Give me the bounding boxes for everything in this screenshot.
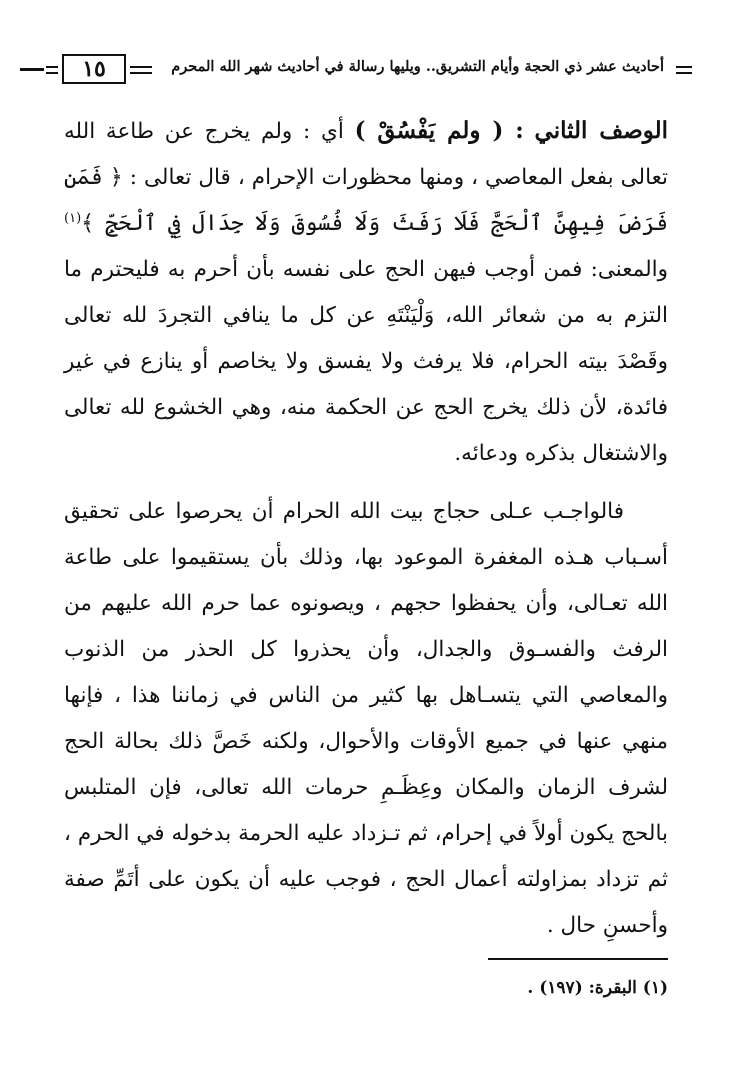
footnote-ref: (١) — [64, 210, 82, 226]
running-title: أحاديث عشر ذي الحجة وأيام التشريق.. ويليها رسالة في أحاديث شهر الله المحرم — [171, 58, 664, 75]
header-ornament-mid — [130, 66, 152, 74]
hadith-phrase: : ( ولم يَفْسُقْ ) — [354, 117, 524, 144]
page-number: ١٥ — [62, 54, 126, 84]
section-lead: الوصف الثاني — [534, 117, 669, 144]
page-header — [20, 50, 692, 90]
header-ornament-left — [46, 66, 58, 74]
paragraph-text: أي : ولم يخرج عن طاعة الله تعالى بفعل المعاصي ، ومنها محظورات الإحرام ، قال تعالى : — [64, 119, 668, 190]
footnote-divider — [488, 958, 668, 960]
header-rule-left — [20, 68, 44, 71]
header-ornament-right — [676, 66, 692, 74]
quran-verse: ﴿ فَمَن فَرَضَ فِيهِنَّ ٱلْحَجَّ فَلَا رَفَثَ وَلَا فُسُوقَ وَلَا جِدَالَ فِي ٱلْحَجِّ ﴾ — [64, 165, 668, 236]
paragraph-1 — [64, 108, 668, 477]
footnote-1: (١) البقرة: (١٩٧) . — [527, 978, 668, 998]
paragraph-text-continued: والمعنى: فمن أوجب فيهن الحج على نفسه بأن أحرم به فليحترم ما التزم به من شعائر الله، وَلْيَنْتَهِ عن كل ما ينافي التجردَ لله تعالى وقَصْدَ بيته الحرام، فلا يرفث ولا يفسق ولا يخاصم أو ينازع في غير فائدة، لأن ذلك يخرج الحج عن الحكمة منه، وهي الخشوع لله تعالى والاشتغال بذكره ودعائه. — [64, 257, 668, 466]
paragraph-2: فالواجـب عـلى حجاج بيت الله الحرام أن يحرصوا على تحقيق أسـباب هـذه المغفرة الموعود بها، وذلك بأن يستقيموا على طاعة الله تعـالى، وأن يحفظوا حجهم ، ويصونوه عما حرم الله عليهم من الرفث والفسـوق والجدال، وأن يحذروا كل الحذر من الذنوب والمعاصي التي يتسـاهل بها كثير من الناس في زماننا هذا ، فإنها منهي عنها في جميع الأوقات والأحوال، ولكنه خَصَّ ذلك بحالة الحج لشرف الزمان والمكان وعِظَـمِ حرمات الله تعالى، فإن المتلبس بالحج يكون أولاً في إحرام، ثم تـزداد عليه الحرمة بدخوله في الحرم ، ثم تزداد بمزاولته أعمال الحج ، فوجب عليه أن يكون على أتَمِّ صفة وأحسنِ حال . — [64, 499, 668, 938]
main-text — [64, 108, 668, 949]
